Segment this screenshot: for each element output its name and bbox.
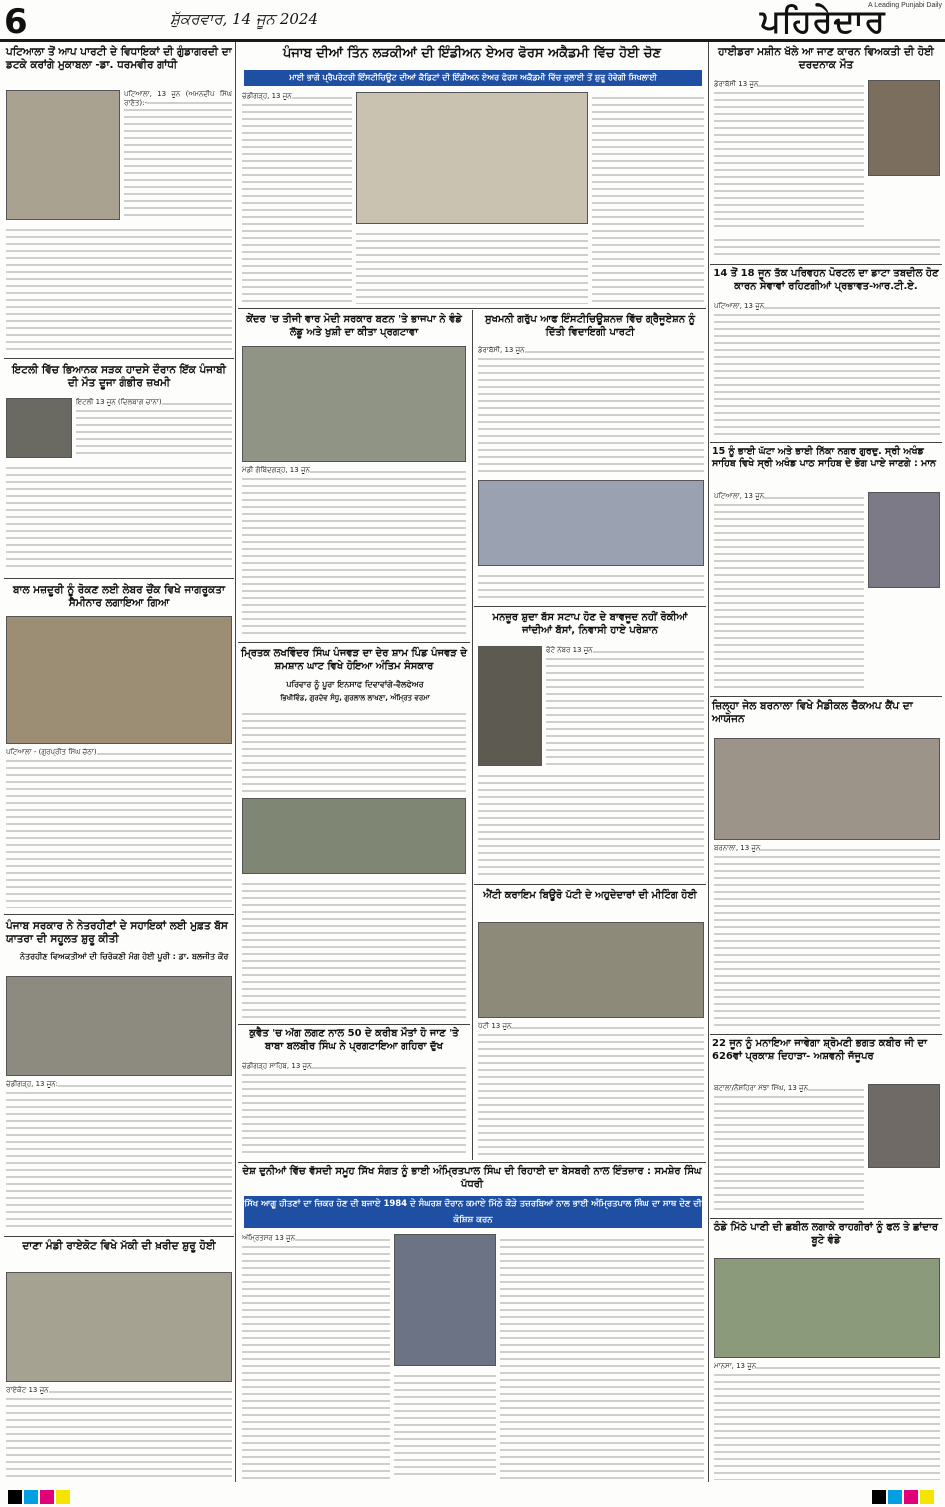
registration-swatch — [8, 1490, 22, 1504]
article-body — [242, 466, 466, 636]
article-dateline: ਡੇਰਾਬੱਸੀ, 13 ਜੂਨ — [478, 346, 525, 354]
article-body — [478, 1022, 704, 1158]
article-photo — [242, 798, 466, 874]
newspaper-name: ਪਹਿਰੇਦਾਰ — [760, 2, 886, 40]
article-photo — [868, 1084, 940, 1168]
article-body — [394, 1370, 496, 1480]
article-dateline: ਬਟਾਲਾ/ਨੌਸ਼ਹਿਰਾ ਮੱਝਾ ਸਿੰਘ, 13 ਜੂਨ — [714, 1084, 808, 1092]
article-dateline: ਡੇਰਾਬੱਸੀ 13 ਜੂਨ — [714, 80, 759, 88]
article-body — [478, 346, 704, 476]
article-body — [242, 1062, 466, 1158]
issue-date: ਸ਼ੁੱਕਰਵਾਰ, 14 ਜੂਨ 2024 — [170, 10, 319, 28]
article-photo — [242, 346, 466, 462]
article-headline: ਕੁਵੈਤ 'ਚ ਅੱਗ ਲਗਣ ਨਾਲ 50 ਦੇ ਕਰੀਬ ਮੌਤਾਂ ਹੋ ਜਾਣ 'ਤੇ ਬਾਬਾ ਬਲਬੀਰ ਸਿੰਘ ਨੇ ਪ੍ਰਗਟਾਇਆ ਗਹਿਰਾ ਦੁੱਖ — [249, 1028, 459, 1052]
article-dateline: ਰਾਏਕੋਟ 13 ਜੂਨ — [6, 1386, 49, 1394]
article-kicker: ਸਿੱਖ ਆਗੂ ਹੀਤਣਾਂ ਦਾ ਜ਼ਿਕਰ ਹੋਣ ਦੀ ਬਜਾਏ 1984 ਦੇ ਸੰਘਰਸ਼ ਦੌਰਾਨ ਕਮਾਏ ਮਿੱਠੇ ਕੌੜੇ ਤਜ਼ਰਬਿਆਂ ਨਾਲ ਭਾਈ ਅੰਮ੍ਰਿਤਪਾਲ ਸਿੰਘ ਦਾ ਸਾਥ ਦੇਣ ਦੀ ਕੋਸ਼ਿਸ਼ ਕਰਨ — [244, 1196, 702, 1228]
article-photo — [714, 738, 940, 840]
article-body — [714, 844, 940, 1030]
article-photo — [478, 480, 704, 566]
article-body — [242, 92, 352, 304]
article-photo — [6, 1272, 232, 1382]
article-dateline: ਪਟਿਆਲਾ, 13 ਜੂਨ — [714, 492, 765, 500]
article-headline: 22 ਜੂਨ ਨੂੰ ਮਨਾਇਆ ਜਾਵੇਗਾ ਸ਼੍ਰੋਮਣੀ ਭਗਤ ਕਬੀਰ ਜੀ ਦਾ 626ਵਾਂ ਪ੍ਰਕਾਸ਼ ਦਿਹਾੜਾ- ਅਸ਼ਵਨੀ ਜੱਜੂਪਰ — [712, 1038, 927, 1062]
article-dateline: ਪਟਿਆਲਾ - (ਗੁਰਪ੍ਰੀਤ ਸਿੰਘ ਚੱਠਾ) — [6, 748, 97, 756]
registration-swatch — [872, 1490, 886, 1504]
article-body — [124, 90, 232, 220]
article-body — [546, 646, 704, 766]
registration-swatch — [40, 1490, 54, 1504]
article-body — [478, 570, 704, 602]
article-body — [714, 234, 940, 260]
article-body — [242, 1234, 390, 1480]
article-headline: ਸੁਖਮਨੀ ਗਰੁੱਪ ਆਫ ਇੰਸਟੀਚਿਊਸ਼ਨਜ਼ ਵਿੱਚ ਗ੍ਰੈਜੂਏਸ਼ਨ ਨੂੰ ਦਿੱਤੀ ਵਿਦਾਇਗੀ ਪਾਰਟੀ — [484, 314, 696, 338]
article-dateline: ਅੰਮ੍ਰਿਤਸਰ 13 ਜੂਨ — [242, 1234, 296, 1242]
article-headline: ਜ਼ਿਲ੍ਹਾ ਜੇਲ ਬਰਨਾਲਾ ਵਿਖੇ ਮੈਡੀਕਲ ਚੈੱਕਅਪ ਕੈਂਪ ਦਾ ਆਯੋਜਨ — [712, 700, 913, 726]
article-body — [6, 1080, 232, 1230]
article-body — [242, 708, 466, 794]
article-photo — [6, 398, 72, 458]
article-body — [714, 492, 864, 692]
article-body — [500, 1234, 704, 1480]
article-headline: ਕੇਂਦਰ 'ਚ ਤੀਜੀ ਵਾਰ ਮੋਦੀ ਸਰਕਾਰ ਬਣਨ 'ਤੇ ਭਾਜਪਾ ਨੇ ਵੰਡੇ ਲੱਡੂ ਅਤੇ ਖੁਸ਼ੀ ਦਾ ਕੀਤਾ ਪ੍ਰਗਟਾਵਾ — [246, 314, 462, 338]
article-body — [6, 748, 232, 908]
article-photo — [868, 80, 940, 176]
article-body — [6, 224, 232, 354]
article-headline: ਦਾਣਾ ਮੰਡੀ ਰਾਏਕੋਟ ਵਿਖੇ ਮੱਕੀ ਦੀ ਖ਼ਰੀਦ ਸ਼ੁਰੂ ਹੋਈ — [22, 1240, 216, 1252]
article-dateline: ਮੰਡੀ ਗੋਬਿੰਦਗੜ੍ਹ, 13 ਜੂਨ — [242, 466, 310, 474]
article-photo — [394, 1234, 496, 1366]
article-headline: ਇਟਲੀ ਵਿੱਚ ਭਿਆਨਕ ਸੜਕ ਹਾਦਸੇ ਦੌਰਾਨ ਇੱਕ ਪੰਜਾਬੀ ਦੀ ਮੌਤ ਦੂਜਾ ਗੰਭੀਰ ਜ਼ਖਮੀ — [12, 364, 226, 390]
page-number: 6 — [4, 2, 28, 42]
article-headline: 14 ਤੋਂ 18 ਜੂਨ ਤੱਕ ਪਰਿਵਹਨ ਪੋਰਟਲ ਦਾ ਡਾਟਾ ਤਬਦੀਲ ਹੋਣ ਕਾਰਨ ਸੇਵਾਵਾਂ ਰਹਿਣਗੀਆਂ ਪ੍ਰਭਾਵਤ-ਆਰ.ਟੀ.ਏ. — [713, 268, 939, 292]
article-dateline: ਇਟਲੀ 13 ਜੂਨ (ਦਿਲਬਾਗ ਚਾਨਾ) — [76, 398, 162, 406]
article-photo — [478, 922, 704, 1018]
article-body — [592, 92, 704, 304]
article-kicker: ਮਾਈ ਭਾਗੋ ਪ੍ਰੈਪਰੇਟਰੀ ਇੰਸਟੀਚਿਊਟ ਦੀਆਂ ਕੈਡਿਟਾਂ ਦੀ ਇੰਡੀਅਨ ਏਅਰ ਫੋਰਸ ਅਕੈਡਮੀ ਵਿੱਚ ਜੁਲਾਈ ਤੋਂ ਸ਼ੁਰੂ ਹੋਵੇਗੀ ਸਿਖਲਾਈ — [244, 70, 702, 86]
article-headline: 15 ਨੂੰ ਭਾਈ ਘੱਟਾ ਅਤੇ ਭਾਈ ਨਿੱਕਾ ਨਗਰ ਗੁਰਦੁ. ਸ੍ਰੀ ਅਖੰਡ ਸਾਹਿਬ ਵਿਖੇ ਸ੍ਰੀ ਅਖੰਡ ਪਾਠ ਸਾਹਿਬ ਦੇ ਭੋਗ ਪਾਏ ਜਾਣਗੇ : ਮਾਨ — [712, 446, 936, 469]
article-dateline: ਫੋਟੋ ਨੰਬਰ 13 ਜੂਨ — [546, 646, 593, 654]
article-headline: ਐਂਟੀ ਕਰਾਇਮ ਬਿਊਰੋ ਪੱਟੀ ਦੇ ਅਹੁਦੇਦਾਰਾਂ ਦੀ ਮੀਟਿੰਗ ਹੋਈ — [483, 890, 697, 901]
registration-swatch — [24, 1490, 38, 1504]
registration-swatch — [888, 1490, 902, 1504]
newspaper-tagline: A Leading Punjabi Daily — [868, 2, 942, 9]
article-headline: ਮ੍ਰਿਤਕ ਲਖਵਿੰਦਰ ਸਿੰਘ ਪੰਜਵੜ ਦਾ ਦੇਰ ਸ਼ਾਮ ਪਿੰਡ ਪੰਜਵੜ ਦੇ ਸ਼ਮਸ਼ਾਨ ਘਾਟ ਵਿਖੇ ਹੋਇਆ ਅੰਤਿਮ ਸੰਸਕਾਰ — [240, 648, 467, 672]
column-rule — [708, 42, 709, 1482]
column-rule — [235, 42, 236, 1482]
article-body — [6, 1386, 232, 1482]
column-rule — [472, 310, 473, 1160]
article-headline: ਪੰਜਾਬ ਸਰਕਾਰ ਨੇ ਨੇਤਰਹੀਣਾਂ ਦੇ ਸਹਾਇਕਾਂ ਲਈ ਮੁਫ਼ਤ ਬੱਸ ਯਾਤਰਾ ਦੀ ਸਹੂਲਤ ਸ਼ੁਰੂ ਕੀਤੀ — [6, 920, 228, 946]
article-photo — [6, 90, 120, 220]
registration-swatch — [904, 1490, 918, 1504]
article-photo — [868, 492, 940, 588]
article-body — [714, 1084, 864, 1214]
article-kicker: ਨੇਤਰਹੀਣ ਵਿਅਕਤੀਆਂ ਦੀ ਚਿਰੋਕਣੀ ਮੰਗ ਹੋਈ ਪੂਰੀ : ਡਾ. ਬਲਜੀਤ ਕੌਰ — [20, 952, 229, 961]
article-body — [242, 878, 466, 1018]
article-dateline: ਬਰਨਾਲਾ, 13 ਜੂਨ — [714, 844, 761, 852]
article-dateline: ਚੰਡੀਗੜ੍ਹ, 13 ਜੂਨ: — [6, 1080, 59, 1088]
article-body — [714, 302, 940, 438]
article-body — [76, 398, 232, 458]
article-dateline: ਪਟਿਆਲਾ, 13 ਜੂਨ — [714, 302, 765, 310]
article-body — [478, 770, 704, 880]
masthead — [0, 0, 945, 42]
article-dateline: ਪੱਟੀ 13 ਜੂਨ — [478, 1022, 512, 1030]
article-dateline: ਮਾਨਸਾ, 13 ਜੂਨ — [714, 1362, 757, 1370]
article-photo — [478, 646, 542, 766]
article-headline: ਮਨਜ਼ੂਰ ਸ਼ੁਦਾ ਬੱਸ ਸਟਾਪ ਹੋਣ ਦੇ ਬਾਵਜੂਦ ਨਹੀਂ ਰੋਕੀਆਂ ਜਾਂਦੀਆਂ ਬੱਸਾਂ, ਨਿਵਾਸੀ ਹਾਏ ਪਰੇਸ਼ਾਨ — [492, 612, 688, 636]
article-body — [356, 228, 588, 304]
article-headline: ਪੰਜਾਬ ਦੀਆਂ ਤਿੰਨ ਲੜਕੀਆਂ ਦੀ ਇੰਡੀਅਨ ਏਅਰ ਫੋਰਸ ਅਕੈਡਮੀ ਵਿੱਚ ਹੋਈ ਚੋਣ — [283, 46, 661, 61]
article-headline: ਹਾਈਡਰਾ ਮਸ਼ੀਨ ਖੱਲੇ ਆ ਜਾਣ ਕਾਰਨ ਵਿਅਕਤੀ ਦੀ ਹੋਈ ਦਰਦਨਾਕ ਮੌਤ — [718, 46, 934, 72]
article-dateline: ਚੰਡੀਗੜ੍ਹ, 13 ਜੂਨ — [242, 92, 292, 100]
article-body — [714, 80, 864, 230]
article-dateline: ਭਿਖੀਵਿੰਡ, ਗੁਰਦੇਵ ਸੰਧੂ, ਗੁਰਲਾਲ ਲਾਖਣਾ, ਅੰਮ੍ਰਿਤ ਵਰਮਾ — [280, 694, 430, 702]
article-photo — [6, 616, 232, 744]
article-dateline: ਚੰਡੀਗੜ੍ਹ ਸਾਹਿਬ, 13 ਜੂਨ — [242, 1062, 312, 1070]
article-dateline: ਪਟਿਆਲਾ, 13 ਜੂਨ (ਅਮਨਦੀਪ ਸਿੰਘ ਰਾਣੋਤ):- — [124, 90, 232, 107]
article-photo — [714, 1258, 940, 1358]
article-headline: ਬਾਲ ਮਜ਼ਦੂਰੀ ਨੂੰ ਰੋਕਣ ਲਈ ਲੇਬਰ ਚੌਂਕ ਵਿਖੇ ਜਾਗਰੂਕਤਾ ਸੈਮੀਨਾਰ ਲਗਾਇਆ ਗਿਆ — [12, 584, 226, 610]
article-headline: ਠੰਡੇ ਮਿੱਠੇ ਪਾਣੀ ਦੀ ਛਬੀਲ ਲਗਾਕੇ ਰਾਹਗੀਰਾਂ ਨੂੰ ਫਲ ਤੇ ਛਾਂਦਾਰ ਬੂਟੇ ਵੰਡੇ — [713, 1222, 939, 1246]
article-photo-cadets — [356, 92, 588, 224]
article-headline: ਪਟਿਆਲਾ ਤੋਂ ਆਪ ਪਾਰਟੀ ਦੇ ਵਿਧਾਇਕਾਂ ਦੀ ਗੁੰਡਾਗਰਦੀ ਦਾ ਡਟਕੇ ਕਰਾਂਗੇ ਮੁਕਾਬਲਾ -ਡਾ. ਧਰਮਵੀਰ ਗਾਂਧੀ — [6, 46, 232, 72]
article-body — [714, 1362, 940, 1480]
article-body — [6, 462, 232, 572]
article-kicker: ਪਰਿਵਾਰ ਨੂੰ ਪੂਰਾ ਇਨਸਾਫ ਦਿਵਾਵਾਂਗੇ-ਵੈਲਫੇਅਰ — [286, 680, 424, 689]
registration-swatch — [920, 1490, 934, 1504]
article-photo — [6, 976, 232, 1076]
registration-swatch — [56, 1490, 70, 1504]
article-headline: ਦੇਸ਼ ਦੁਨੀਆਂ ਵਿੱਚ ਵੱਸਦੀ ਸਮੂਹ ਸਿੱਖ ਸੰਗਤ ਨੂੰ ਭਾਈ ਅੰਮ੍ਰਿਤਪਾਲ ਸਿੰਘ ਦੀ ਰਿਹਾਈ ਦਾ ਬੇਸਬਰੀ ਨਾਲ ਇੰਤਜ਼ਾਰ : ਸਮਸ਼ੇਰ ਸਿੰਘ ਪੱਧਰੀ — [242, 1166, 702, 1190]
